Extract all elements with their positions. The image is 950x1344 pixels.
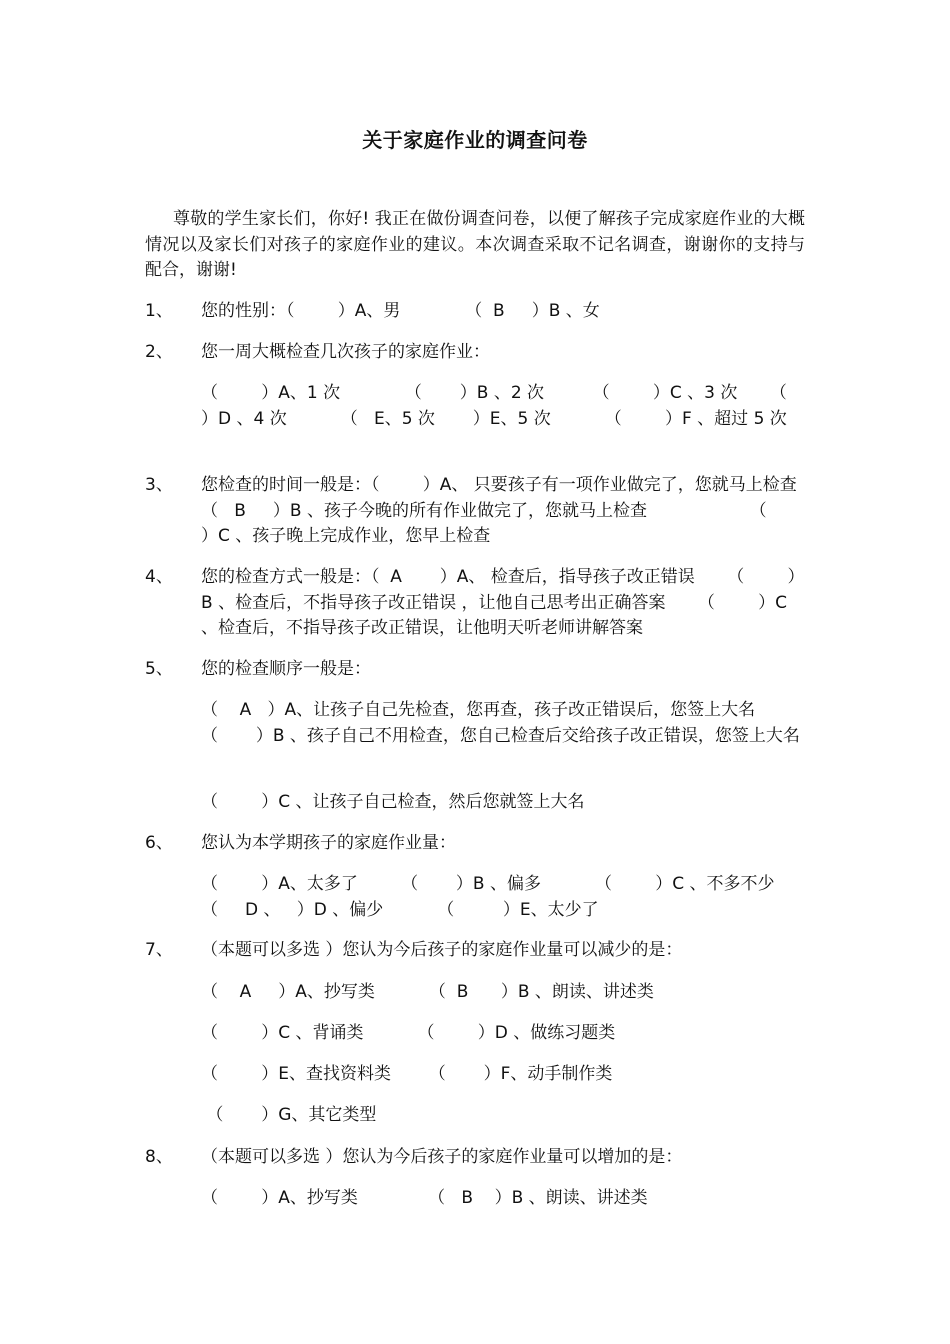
question-number: 8、 (145, 1147, 173, 1167)
question-5-options-ab: （ A ）A、让孩子自己先检查，您再查，孩子改正错误后，您签上大名 （ ）B 、孩子自己不用检查，您自己检查后交给孩子改正错误，您签上大名 (201, 700, 810, 746)
question-7-options-ab: （ A ）A、抄写类 （ B ）B 、朗读、讲述类 (201, 982, 654, 1002)
question-8 (145, 1145, 805, 1171)
intro-paragraph: 尊敬的学生家长们，你好! 我正在做份调查问卷，以便了解孩子完成家庭作业的大概情况以及家长们对孩子的家庭作业的建议。本次调查采取不记名调查，谢谢你的支持与配合，谢谢! (145, 209, 805, 280)
question-text: （本题可以多选 ）您认为今后孩子的家庭作业量可以减少的是： (201, 940, 683, 960)
question-4 (145, 565, 805, 642)
question-number: 3、 (145, 475, 173, 495)
question-number: 7、 (145, 940, 173, 960)
question-number: 5、 (145, 659, 173, 679)
question-number: 6、 (145, 833, 173, 853)
question-5 (145, 657, 805, 683)
question-text: 您的检查顺序一般是： (201, 659, 371, 679)
question-5-option-c: （ ）C 、让孩子自己检查，然后您就签上大名 (201, 792, 585, 812)
question-text: 您一周大概检查几次孩子的家庭作业： (201, 342, 490, 362)
question-number: 1、 (145, 301, 173, 321)
question-number: 4、 (145, 567, 173, 587)
question-2-options: （ ）A、1 次 （ ）B 、2 次 （ ）C 、3 次 （ ）D 、4 次 （ E、5 次 ）E、5 次 （ ）F 、超过 5 次 (201, 383, 831, 429)
question-text: 您认为本学期孩子的家庭作业量： (201, 833, 456, 853)
page-title: 关于家庭作业的调查问卷 (362, 128, 588, 152)
question-7-options-ef: （ ）E、查找资料类 （ ）F、动手制作类 (201, 1064, 613, 1084)
question-6-options: （ ）A、太多了 （ ）B 、偏多 （ ）C 、不多不少 （ D 、 ）D 、偏少 （ ）E、太少了 (201, 874, 802, 920)
question-text: （本题可以多选 ）您认为今后孩子的家庭作业量可以增加的是： (201, 1147, 683, 1167)
question-7-options-cd: （ ）C 、背诵类 （ ）D 、做练习题类 (201, 1023, 616, 1043)
question-text: 您的性别：（ ）A、男 （ B ）B 、女 (201, 301, 600, 321)
question-8-options-ab: （ ）A、抄写类 （ B ）B 、朗读、讲述类 (201, 1188, 648, 1208)
question-text: 您的检查方式一般是：（ A ）A、 检查后，指导孩子改正错误 （ ）B 、检查后，不指导孩子改正错误 ，让他自己思考出正确答案 （ ）C 、检查后，不指导孩子改正错误，让他明天听老师讲解答案 (201, 567, 805, 638)
question-number: 2、 (145, 342, 173, 362)
question-3 (145, 473, 911, 550)
question-7-option-g: （ ）G、其它类型 (201, 1105, 377, 1125)
question-6 (145, 831, 805, 857)
question-2 (145, 340, 805, 366)
question-1 (145, 299, 805, 325)
question-text: 您检查的时间一般是：（ ）A、 只要孩子有一项作业做完了，您就马上检查 （ B ）B 、孩子今晚的所有作业做完了，您就马上检查 （ ）C 、孩子晚上完成作业，您早上检查 (201, 475, 911, 546)
question-7 (145, 938, 805, 964)
